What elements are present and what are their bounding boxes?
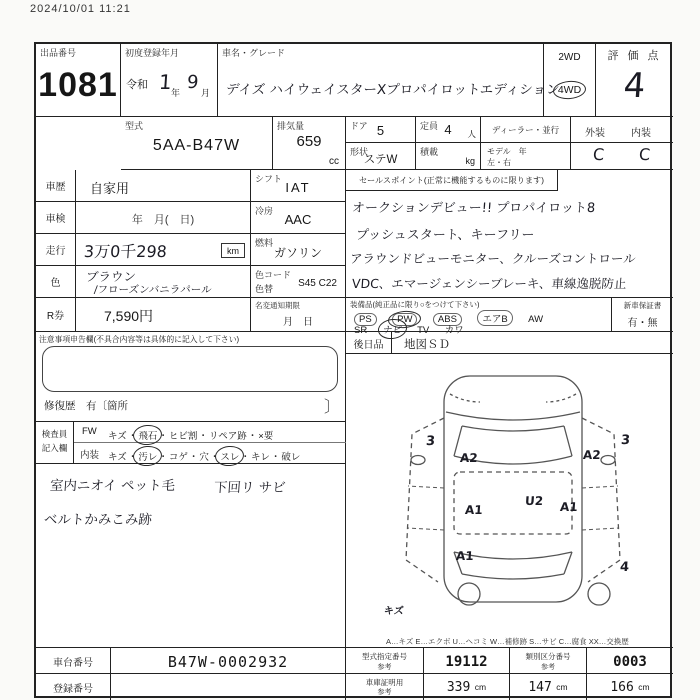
capacity-value: 4	[444, 122, 452, 137]
rken-label-cell	[36, 298, 76, 332]
lot-number-cell	[36, 44, 121, 117]
sales-point-header: セールスポイント(正常に機能するものに限ります)	[346, 170, 558, 191]
memo-area	[36, 464, 346, 647]
first-registration-cell	[121, 44, 218, 117]
registration-year: 1	[158, 70, 173, 94]
car-damage-diagram	[348, 354, 673, 636]
equip-leather: カワ	[444, 325, 464, 336]
displacement-unit: cc	[329, 156, 339, 167]
later-items-value: 地図ＳＤ	[404, 339, 450, 351]
later-items-label: 後日品	[346, 332, 392, 354]
history-label-cell	[36, 170, 76, 202]
warranty-value: 有・無	[627, 318, 658, 329]
color-code-cell	[251, 266, 346, 298]
chassis-number-row	[36, 647, 346, 674]
type-number-label: 型式指定番号	[362, 652, 407, 661]
height-value: 166	[610, 679, 634, 695]
equip-sr: SR	[354, 325, 368, 336]
first-registration-label: 初度登録年月	[125, 48, 180, 58]
history-value: 自家用	[90, 181, 130, 196]
capacity-label: 定員	[420, 121, 439, 131]
fw-items	[108, 426, 273, 444]
fw-item-kizu: キズ	[108, 431, 127, 442]
load-unit: kg	[465, 156, 475, 166]
color-label: 色	[50, 278, 61, 289]
body-shape-value: ステW	[363, 154, 398, 166]
int-item-yogore: 汚レ	[138, 449, 157, 463]
equipment-area	[346, 298, 673, 336]
garage-cert-label-cell	[346, 674, 424, 700]
score-cell	[596, 44, 673, 117]
ac-label: 冷房	[255, 206, 274, 216]
damage-annotation-a1-rear: A1	[455, 549, 475, 563]
era-label: 令和	[126, 79, 148, 91]
model-code-cell	[121, 117, 273, 170]
dealer-parallel-cell	[481, 117, 571, 143]
displacement-cell	[273, 117, 346, 170]
int-item-yabure: 破レ	[281, 452, 301, 463]
rken-value-cell	[76, 298, 251, 332]
damage-annotation-a1-left: A1	[464, 503, 484, 517]
type-class-number-row	[346, 647, 673, 674]
car-name-label: 車名・グレード	[222, 48, 286, 58]
type-number-label-cell	[346, 648, 424, 675]
exterior-label: 外装	[585, 128, 605, 139]
garage-cert-label: 車庫証明用	[365, 678, 404, 687]
inspector-label-2: 記入欄	[41, 443, 68, 453]
damage-annotation-3-right: 3	[620, 433, 631, 448]
mileage-value-cell	[76, 234, 251, 266]
memo-note-2: 下回リ サビ	[213, 480, 287, 496]
history-value-cell	[76, 170, 251, 202]
color-code-value: S45 C22	[298, 278, 337, 289]
dealer-parallel-label: ディーラー・並行	[491, 124, 560, 135]
width-cell	[510, 674, 587, 700]
model-year-label: モデル 年	[487, 147, 527, 156]
inspector-interior-row	[74, 443, 346, 464]
color-change-label: 色替	[255, 284, 274, 294]
warranty-cell	[611, 298, 673, 332]
width-unit: cm	[556, 682, 568, 692]
chassis-number-value: B47W-0002932	[167, 653, 289, 671]
damage-annotation-3-left: 3	[425, 434, 436, 449]
shaken-value-cell	[76, 202, 251, 234]
interior-row-label: 内装	[80, 450, 100, 461]
notes-writing-area	[42, 346, 338, 392]
length-cell	[424, 674, 510, 700]
month-suffix: 月	[201, 88, 211, 98]
interior-label: 内装	[631, 128, 651, 139]
equip-pw: PW	[392, 313, 417, 326]
color-code-label: 色コード	[255, 270, 292, 280]
registration-number-label: 登録番号	[36, 674, 111, 700]
rken-label: R券	[46, 311, 65, 322]
notes-header: 注意事項申告欄(不具合内容等は具体的に記入して下さい)	[39, 335, 240, 344]
shift-cell	[251, 170, 346, 202]
equip-tv: TV	[417, 325, 430, 336]
mileage-unit: km	[221, 243, 245, 258]
load-label: 積載	[420, 147, 439, 157]
color-label-cell	[36, 266, 76, 298]
damage-annotation-a2-right: A2	[582, 448, 602, 462]
color-value-line1: ブラウン	[85, 269, 137, 284]
shift-value: IAT	[285, 180, 311, 195]
name-change-cell	[251, 298, 346, 332]
later-items-row	[346, 332, 673, 354]
int-item-ana: 穴	[199, 452, 209, 463]
fw-item-repair: リペア跡	[208, 431, 247, 442]
drive-2wd: 2WD	[558, 52, 581, 63]
equip-ps: PS	[354, 313, 377, 326]
sales-point-line-1: オークションデビュー!! プロパイロット8	[351, 201, 596, 216]
handle-position-label: 左・右	[487, 158, 511, 167]
fuel-value: ガソリン	[273, 246, 322, 260]
inspector-fw-row	[74, 422, 346, 443]
inspector-label-cell	[36, 422, 74, 464]
mileage-label-cell	[36, 234, 76, 266]
fuel-label: 燃料	[255, 238, 274, 248]
interior-items	[108, 447, 300, 465]
int-item-kizu: キズ	[108, 452, 127, 463]
mileage-label: 走行	[45, 246, 66, 257]
history-label: 車歴	[45, 182, 66, 193]
doors-cell	[346, 117, 416, 143]
model-code-value: 5AA-B47W	[152, 137, 241, 154]
color-value-cell	[76, 266, 251, 298]
car-name-cell	[218, 44, 561, 117]
body-shape-cell	[346, 143, 416, 170]
year-suffix: 年	[171, 88, 181, 98]
drive-4wd: 4WD	[557, 84, 582, 96]
memo-note-1: 室内ニオイ ペット毛	[49, 478, 176, 494]
car-name-value: デイズ ハイウェイスターXプロパイロットエディション	[225, 82, 561, 98]
chassis-number-label: 車台番号	[36, 648, 111, 675]
displacement-label: 排気量	[277, 121, 305, 131]
score-label: 評 価 点	[607, 50, 662, 62]
model-code-label: 型式	[125, 121, 144, 131]
fuel-cell	[251, 234, 346, 266]
memo-note-3: ベルトかみこみ跡	[43, 512, 153, 528]
displacement-value: 659	[296, 133, 322, 150]
sales-point-line-3: アラウンドビューモニター、クルーズコントロール	[349, 251, 637, 266]
fw-item-hibi: ヒビ割	[168, 431, 198, 442]
interior-score: C	[638, 145, 651, 164]
sales-point-line-4: VDC、エマージェンシーブレーキ、車線逸脱防止	[351, 276, 627, 291]
lot-number-label: 出品番号	[40, 48, 77, 58]
diagram-legend: A…キズ E…エクボ U…ヘコミ W…補修跡 S…サビ C…腐食 XX…交換歴	[386, 637, 629, 646]
name-change-label: 名変通知期限	[255, 301, 300, 310]
doors-value: 5	[376, 123, 385, 138]
sales-point-line-2: プッシュスタート、キーフリー	[355, 228, 535, 243]
ext-int-score-cell	[571, 143, 673, 170]
name-change-value: 月 日	[283, 317, 313, 328]
ac-cell	[251, 202, 346, 234]
ext-int-header-cell	[571, 117, 673, 143]
int-item-kire: キレ	[250, 452, 270, 463]
score-value: 4	[622, 66, 647, 106]
class-number-value: 0003	[613, 653, 647, 670]
damage-annotation-u2-roof: U2	[524, 494, 544, 508]
type-number-value: 19112	[424, 648, 510, 675]
equip-abs: ABS	[433, 313, 462, 326]
mileage-value: 3万0千298	[83, 242, 168, 261]
registration-month: 9	[186, 72, 200, 93]
load-cell	[416, 143, 481, 170]
shift-label: シフト	[255, 174, 283, 184]
inspector-label-1: 検査員	[41, 429, 68, 439]
int-item-sure: スレ	[220, 449, 239, 463]
sales-point-area	[346, 170, 673, 298]
wheel-damage-note: キズ	[383, 606, 405, 617]
garage-cert-ref: 参考	[377, 689, 392, 696]
rken-value: 7,590円	[104, 308, 154, 324]
height-cell	[587, 674, 673, 700]
fw-item-required: ×要	[258, 431, 274, 442]
scan-timestamp: 2024/10/01 11:21	[30, 3, 131, 15]
equipment-header: 装備品(純正品に限り○をつけて下さい)	[350, 300, 480, 309]
auction-sheet-form	[34, 42, 672, 698]
ac-value: AAC	[284, 212, 312, 227]
equip-navi: ナビ	[382, 322, 402, 336]
class-number-label: 類別区分番号	[525, 652, 571, 661]
color-value-line2: /フローズンバニラパール	[93, 284, 212, 296]
doors-label: ドア	[350, 121, 368, 131]
repair-history-label: 修復歴 有〔箇所	[44, 400, 128, 412]
dimensions-row	[346, 674, 673, 700]
repair-history-bracket: 〕	[324, 399, 341, 416]
warranty-label: 新車保証書	[623, 301, 662, 310]
fw-item-tobiishi: 飛石	[138, 428, 157, 442]
int-item-koge: コゲ	[168, 452, 188, 463]
capacity-unit: 人	[467, 129, 476, 139]
damage-annotation-a2-left: A2	[459, 451, 479, 465]
inspector-box	[36, 422, 346, 464]
class-number-label-cell	[510, 648, 587, 675]
equip-airbag: エアB	[477, 310, 512, 326]
equip-aw: AW	[528, 314, 544, 325]
drive-type-cell	[544, 44, 596, 117]
notes-declaration-box	[36, 332, 346, 422]
lot-number: 1081	[38, 66, 118, 104]
width-value: 147	[528, 679, 552, 695]
capacity-cell	[416, 117, 481, 143]
type-number-ref: 参考	[377, 664, 392, 671]
damage-annotation-4-rear: 4	[619, 560, 630, 575]
exterior-score: C	[592, 145, 605, 164]
shaken-value: 年 月( 日)	[131, 214, 195, 226]
height-unit: cm	[638, 682, 650, 692]
car-body-outline	[444, 376, 582, 602]
class-number-ref: 参考	[541, 664, 555, 671]
shaken-label-cell	[36, 202, 76, 234]
damage-annotation-a1-right: A1	[559, 500, 579, 514]
registration-number-row	[36, 674, 346, 700]
body-shape-label: 形状	[350, 147, 369, 157]
length-unit: cm	[474, 682, 487, 692]
diagram-legend-row	[348, 636, 673, 647]
model-year-cell	[481, 143, 571, 170]
shaken-label: 車検	[45, 214, 66, 225]
fw-label: FW	[82, 426, 97, 437]
length-value: 339	[446, 679, 471, 695]
